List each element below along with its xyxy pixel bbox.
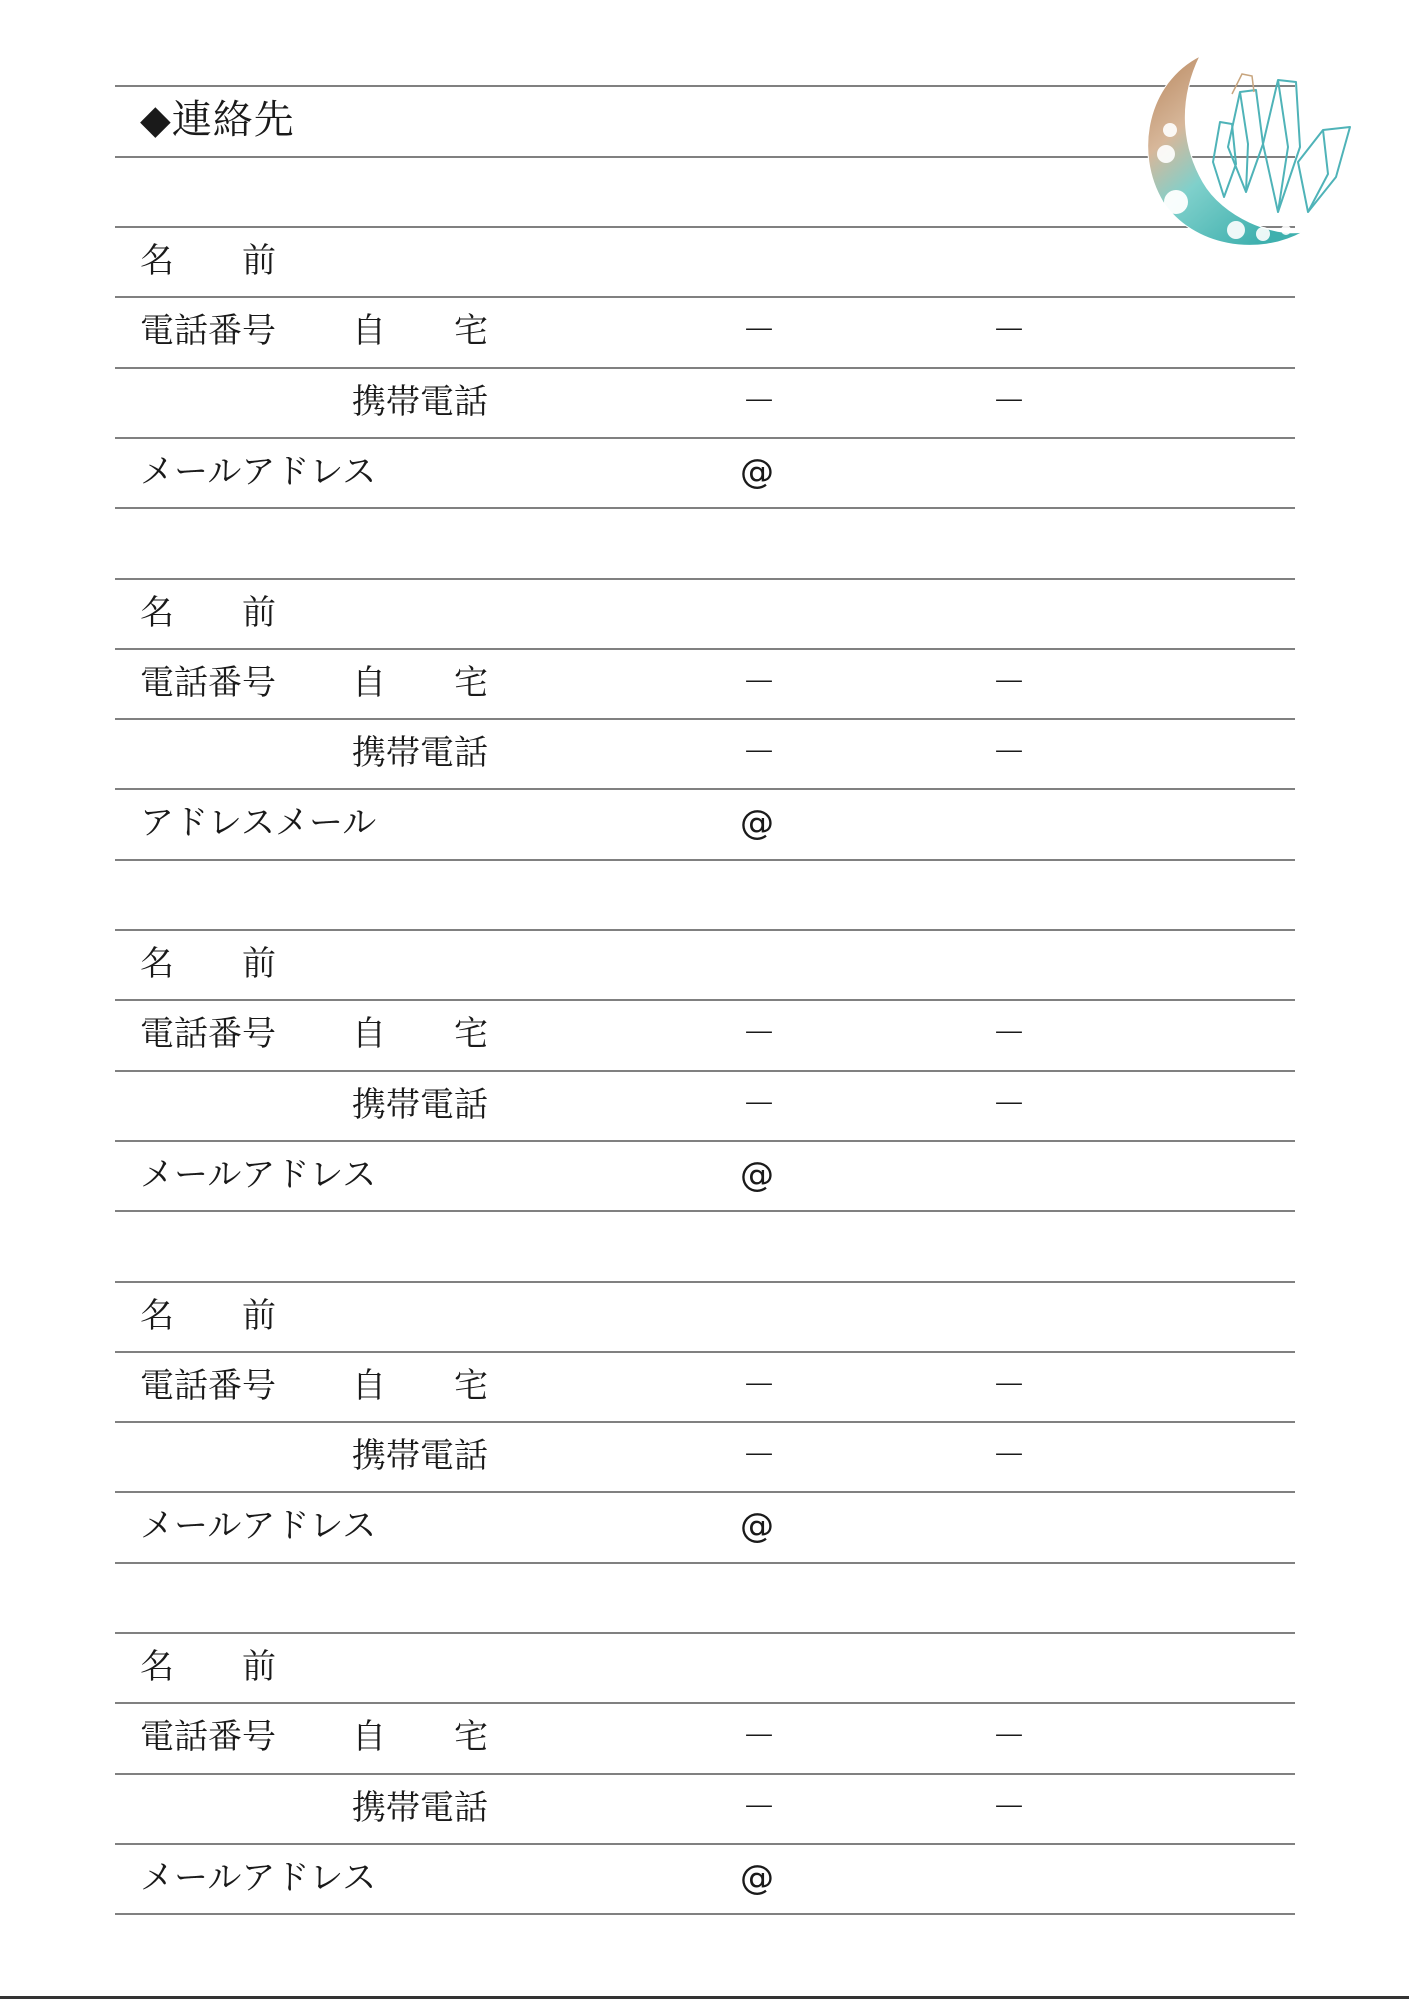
email-label: アドレスメール [140,803,377,844]
at-sign: @ [740,803,774,844]
row-rule [115,367,1295,369]
name-label: 名 前 [140,1295,276,1336]
at-sign: @ [740,451,774,492]
row-rule [115,507,1295,509]
title-top-rule [115,85,1295,87]
spacer-rule [115,929,1295,931]
row-rule [115,788,1295,790]
row-rule [115,1702,1295,1704]
page-bottom-edge [0,1996,1409,1999]
row-rule [115,1773,1295,1775]
email-label: メールアドレス [140,1857,377,1898]
dash: － [992,1436,1026,1477]
dash: － [742,1084,776,1125]
row-rule [115,1140,1295,1142]
mobile-label: 携帯電話 [352,1787,488,1828]
dash: － [742,1717,776,1758]
row-rule [115,718,1295,720]
dash: － [992,311,1026,352]
dash: － [992,1787,1026,1828]
mobile-label: 携帯電話 [352,733,488,774]
title-bottom-rule [115,156,1295,158]
at-sign: @ [740,1506,774,1547]
dash: － [992,662,1026,703]
row-rule [115,648,1295,650]
dash: － [742,311,776,352]
row-rule [115,859,1295,861]
phone-label: 電話番号 [140,311,276,352]
at-sign: @ [740,1154,774,1195]
home-label: 自 宅 [352,1365,488,1406]
row-rule [115,437,1295,439]
row-rule [115,1210,1295,1212]
dash: － [992,1717,1026,1758]
page-title: ◆連絡先 [140,97,295,143]
dash: － [742,1436,776,1477]
name-label: 名 前 [140,241,276,281]
row-rule [115,1491,1295,1493]
phone-label: 電話番号 [140,1014,276,1055]
spacer-rule [115,1632,1295,1634]
home-label: 自 宅 [352,1014,488,1055]
dash: － [742,1014,776,1055]
email-label: メールアドレス [140,1506,377,1547]
at-sign: @ [740,1857,774,1898]
phone-label: 電話番号 [140,662,276,703]
dash: － [992,381,1026,422]
dash: － [742,1365,776,1406]
row-rule [115,1070,1295,1072]
dash: － [992,733,1026,774]
spacer-rule [115,578,1295,580]
phone-label: 電話番号 [140,1365,276,1406]
row-rule [115,1421,1295,1423]
home-label: 自 宅 [352,311,488,352]
email-label: メールアドレス [140,451,377,492]
dash: － [992,1084,1026,1125]
home-label: 自 宅 [352,1717,488,1758]
crescent-moon-crystal-icon [1128,52,1353,262]
spacer-rule [115,1281,1295,1283]
home-label: 自 宅 [352,662,488,703]
email-label: メールアドレス [140,1154,377,1195]
row-rule [115,296,1295,298]
dash: － [742,1787,776,1828]
name-label: 名 前 [140,592,276,633]
row-rule [115,1843,1295,1845]
name-label: 名 前 [140,944,276,984]
dash: － [742,662,776,703]
phone-label: 電話番号 [140,1717,276,1758]
name-label: 名 前 [140,1647,276,1687]
row-rule [115,999,1295,1001]
mobile-label: 携帯電話 [352,381,488,422]
dash: － [742,381,776,422]
dash: － [742,733,776,774]
dash: － [992,1014,1026,1055]
mobile-label: 携帯電話 [352,1084,488,1125]
row-rule [115,1351,1295,1353]
mobile-label: 携帯電話 [352,1436,488,1477]
row-rule [115,1913,1295,1915]
spacer-rule [115,226,1295,228]
dash: － [992,1365,1026,1406]
row-rule [115,1562,1295,1564]
